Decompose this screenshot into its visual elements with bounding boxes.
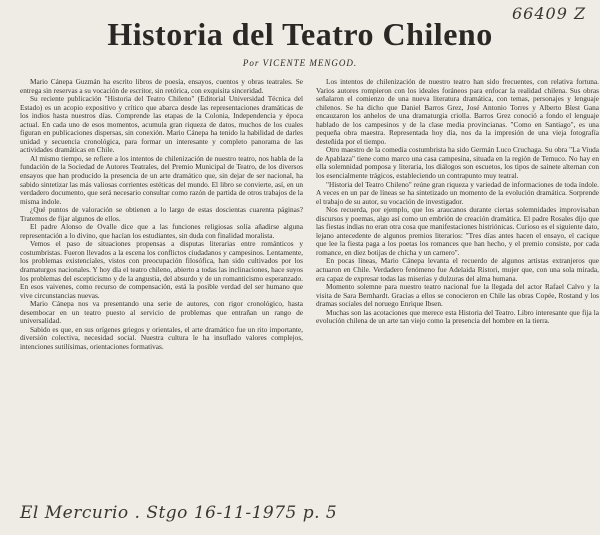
paragraph: Su reciente publicación "Historia del Teatro Chileno" (Editorial Universidad Técnica del Estado) es un acopio expositivo y crítico que abarca desde las representaciones dramáticas de los indios hasta nuestros días. Comprende las etapas de la Colonia, Independencia y época actual. En cada uno de esos momentos, acumula gran riqueza de datos, muchos de los cuales figuran en publicaciones dispersas, sin conexión. Mario Cánepa ha tenido la habilidad de darles unidad y secuencia cronológica, para formar un interesante y completo panorama de las actividades dramáticas en Chile. bbox=[20, 94, 303, 155]
paragraph: Mario Cánepa nos va presentando una serie de autores, con rigor cronológico, hasta desembocar en un teatro puesto al servicio de problemas que entrañan un rango de universalidad. bbox=[20, 299, 303, 326]
right-column bbox=[316, 78, 599, 498]
paragraph: Mario Cánepa Guzmán ha escrito libros de poesía, ensayos, cuentos y obras teatrales. Se entrega sin reservas a su vocación de escritor, sin retórica, con exquisita sinceridad. bbox=[20, 78, 303, 95]
paragraph: Vemos el paso de situaciones propensas a disputas literarias entre románticos y costumbristas. Fueron llevados a la escena los conflictos ciudadanos y campesinos. Lentamente, los problemas existenciales, vistos con preocupación filosófica, han sido cultivados por los dramaturgos nacionales. Y hoy día el teatro chileno, abierto a todas las inclinaciones, hace suyos los problemas del escepticismo y de la angustia, del absurdo y de un romanticismo esperanzado. En esos vaivenes, como recurso de compensación, está la posible verdad del ser humano que vive circunstancias nuevas. bbox=[20, 239, 303, 300]
paragraph: Los intentos de chilenización de nuestro teatro han sido frecuentes, con relativa fortuna. Varios autores rompieron con los ideales foráneos para enfocar la realidad chilena. Sus obras señalaron el comienzo de una nueva literatura dramática, con temas, personajes y lenguaje chilenos. Se ha dicho que Daniel Barros Grez, José Antonio Torres y Alberto Blest Gana encauzaron los anhelos de una dramaturgia criolla. Barros Grez conoció a fondo el lenguaje hablado de los campesinos y de la clase media provincianas. "Como en Santiago", es una pequeña obra maestra. Representada hoy día, nos da la impresión de una vieja fotografía desteñida por el tiempo. bbox=[316, 78, 599, 146]
paragraph: Muchas son las acotaciones que merece esta Historia del Teatro. Libro interesante que fija la evolución chilena de un arte tan viejo como la presencia del hombre en la tierra. bbox=[316, 307, 599, 326]
paragraph: Al mismo tiempo, se refiere a los intentos de chilenización de nuestro teatro, nos habla de la fundación de la Sociedad de Autores Teatrales, del Premio Municipal de Teatro, de los diversos ensayos que han producido la presencia de un arte dramático que, sin dejar de ser nacional, ha sabido sintetizar las más valiosas corrientes estéticas del mundo. El libro se convierte, así, en un verdadero documento, que será necesario consultar como razón de partida de otros trabajos de la misma índole. bbox=[20, 153, 303, 206]
paragraph: Nos recuerda, por ejemplo, que los araucanos durante ciertas solemnidades improvisaban discursos y poemas, algo así como un embrión de creación dramática. El padre Rosales dijo que las fiestas indias no eran otra cosa que manifestaciones histriónicas. Curioso es el siguiente dato, lejano antecedente de algunos premios literarios: "Tres días antes hacen el ensayo, el cacique que lee la fiesta paga a los poetas los romances que han hecho, y el premio consiste, por cada romance, en diez botijas de chicha y un carnero". bbox=[316, 205, 599, 257]
handwritten-catalog-number: 66409 Z bbox=[512, 4, 587, 23]
paragraph: Sabido es que, en sus orígenes griegos y orientales, el arte dramático fue un rito importante, diversión colectiva, necesidad social. Nuestra cultura le ha insuflado valores complejos, intenciones sutilísimas, orientaciones formativas. bbox=[20, 324, 303, 351]
article-title: Historia del Teatro Chileno bbox=[107, 16, 493, 52]
paragraph: El padre Alonso de Ovalle dice que a las funciones religiosas solía añadirse alguna representación a lo divino, que hacían los estudiantes, sin duda con finalidad moralista. bbox=[20, 222, 303, 240]
article-byline: Por VICENTE MENGOD. bbox=[242, 58, 358, 68]
paragraph: Otro maestro de la comedia costumbrista ha sido Germán Luco Cruchaga. Su obra "La Viuda de Apablaza" tiene como marco una casa campesina, situada en la región de Temuco. No hay en ella solemnidad pomposa y literaria, los diálogos son escuetos, los tipos de sainete alternan con los esencialmente trágicos, estableciendo un contrapunto muy teatral. bbox=[316, 145, 599, 181]
paragraph: Momento solemne para nuestro teatro nacional fue la llegada del actor Rafael Calvo y la visita de Sara Bernhardt. Gracias a ellos se conocieron en Chile las obras Copée, Rostand y los dramas sociales del noruego Enrique Ibsen. bbox=[316, 282, 599, 309]
paragraph: "Historia del Teatro Chileno" reúne gran riqueza y variedad de informaciones de toda índole. A veces en un par de líneas se ha sintetizado un momento de la evolución dramática. Sorprende el trabajo de su autor, su vocación de investigador. bbox=[316, 179, 599, 206]
left-column bbox=[20, 78, 303, 498]
paragraph: ¿Qué puntos de valoración se obtienen a lo largo de estas doscientas cuarenta páginas? Tratemos de fijar algunos de ellos. bbox=[20, 205, 303, 223]
paragraph: En pocas líneas, Mario Cánepa levanta el recuerdo de algunos artistas extranjeros que actuaron en Chile. Verdadero fenómeno fue Adelaida Ristori, mujer que, con una sola mirada, era capaz de expresar todas las miserias y dulzuras del alma humana. bbox=[316, 256, 599, 283]
handwritten-source-note: El Mercurio . Stgo 16-11-1975 p. 5 bbox=[20, 503, 338, 523]
